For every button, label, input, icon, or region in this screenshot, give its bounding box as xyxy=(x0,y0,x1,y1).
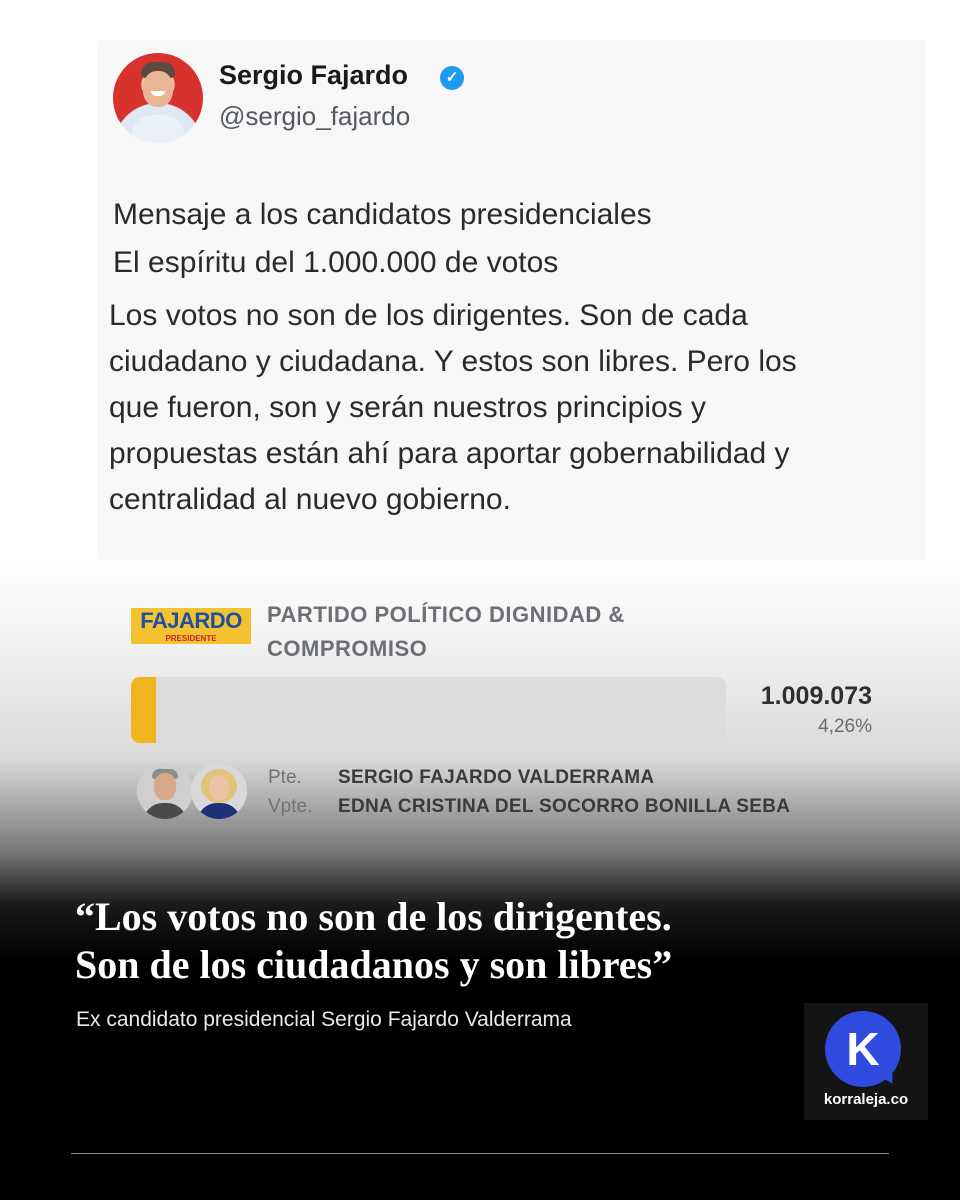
vice-candidate-photo xyxy=(191,763,247,819)
vote-bar-fill xyxy=(131,677,156,743)
fajardo-logo xyxy=(131,608,251,644)
divider xyxy=(71,1153,889,1154)
vice-name: EDNA CRISTINA DEL SOCORRO BONILLA SEBA xyxy=(338,796,791,817)
logo-main-text: FAJARDO xyxy=(140,608,242,633)
tweet-body-line: Los votos no son de los dirigentes. Son de cada xyxy=(109,299,748,332)
tweet-line-1: Mensaje a los candidatos presidenciales xyxy=(113,198,652,231)
headline-quote-line: “Los votos no son de los dirigentes. xyxy=(75,894,672,939)
president-name: SERGIO FAJARDO VALDERRAMA xyxy=(338,767,655,788)
party-name-line: PARTIDO POLÍTICO DIGNIDAD & xyxy=(267,602,625,627)
tweet-body-line: ciudadano y ciudadana. Y estos son libres. Pero los xyxy=(109,345,797,378)
brand-badge[interactable] xyxy=(804,1003,928,1120)
author-handle[interactable]: @sergio_fajardo xyxy=(219,101,411,131)
headline-quote-line: Son de los ciudadanos y son libres” xyxy=(75,942,673,987)
party-name-line: COMPROMISO xyxy=(267,636,428,661)
brand-letter: K xyxy=(846,1023,880,1075)
tweet-body-line: que fueron, son y serán nuestros principios y xyxy=(109,391,706,424)
tweet-body xyxy=(109,293,797,523)
headline-quote xyxy=(75,893,672,989)
avatar[interactable] xyxy=(113,53,203,143)
headline-caption: Ex candidato presidencial Sergio Fajardo Valderrama xyxy=(76,1008,572,1031)
logo-sub-text: PRESIDENTE xyxy=(165,634,217,643)
vote-percent: 4,26% xyxy=(818,716,872,737)
tweet-body-line: centralidad al nuevo gobierno. xyxy=(109,483,511,516)
president-role: Pte. xyxy=(268,767,302,788)
vote-count: 1.009.073 xyxy=(760,682,872,710)
tweet-body-line: propuestas están ahí para aportar gobernabilidad y xyxy=(109,437,790,470)
verified-badge-icon: ✓ xyxy=(440,66,464,90)
tweet-line-2: El espíritu del 1.000.000 de votos xyxy=(113,246,559,279)
brand-name: korraleja.co xyxy=(823,1091,909,1108)
party-name xyxy=(267,598,625,666)
author-name[interactable]: Sergio Fajardo xyxy=(219,60,409,90)
vote-bar-track xyxy=(131,677,726,743)
president-candidate-photo xyxy=(137,763,193,819)
vice-role: Vpte. xyxy=(268,796,313,817)
